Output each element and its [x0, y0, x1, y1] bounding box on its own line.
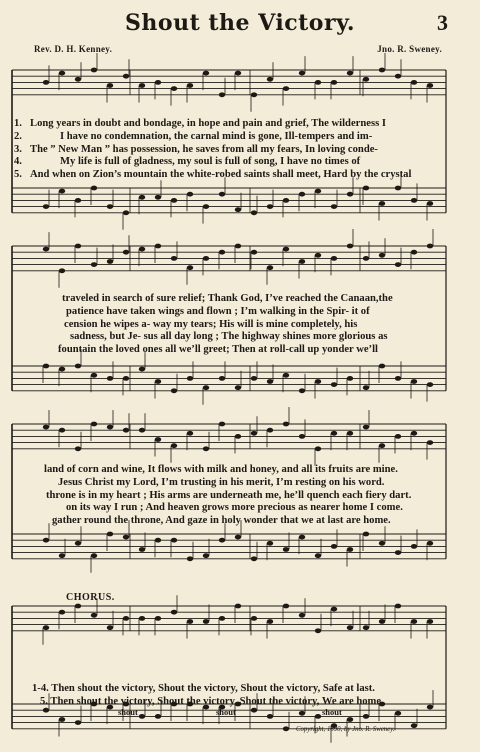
note-head	[347, 376, 353, 381]
note-head	[283, 422, 289, 427]
note-head	[107, 376, 113, 381]
note-head	[171, 538, 177, 543]
note-head	[171, 256, 177, 261]
verse-line: Jesus Christ my Lord, I’m trusting in his merit, I’m resting on his word.	[58, 476, 385, 488]
note-head	[59, 71, 65, 76]
verse-line: on its way I run ; And heaven grows more precious as nearer home I come.	[66, 502, 403, 514]
verse-line: 1. Long years in doubt and bondage, in hope and pain and grief, The wilderness I	[14, 118, 386, 129]
note-head	[315, 553, 321, 558]
note-head	[395, 604, 401, 609]
note-head	[43, 625, 49, 630]
note-head	[155, 538, 161, 543]
note-head	[139, 616, 145, 621]
note-head	[203, 385, 209, 390]
note-head	[331, 80, 337, 85]
chorus-lyrics	[32, 682, 384, 708]
note-head	[91, 613, 97, 618]
note-head	[363, 425, 369, 430]
note-head	[299, 388, 305, 393]
note-head	[251, 92, 257, 97]
note-head	[251, 708, 257, 713]
note-head	[219, 192, 225, 197]
note-head	[203, 619, 209, 624]
note-head	[203, 553, 209, 558]
note-head	[267, 714, 273, 719]
note-head	[123, 74, 129, 79]
note-head	[59, 428, 65, 433]
note-head	[219, 250, 225, 255]
note-head	[91, 186, 97, 191]
note-head	[427, 201, 433, 206]
verse-line: fountain the loved ones all we’ll greet; Then at roll-call up yonder we’ll	[58, 344, 378, 356]
note-head	[75, 364, 81, 369]
note-head	[171, 388, 177, 393]
note-head	[91, 422, 97, 427]
note-head	[411, 379, 417, 384]
shout-cue: shout	[216, 707, 236, 717]
note-head	[59, 610, 65, 615]
note-head	[363, 714, 369, 719]
note-head	[315, 253, 321, 258]
note-head	[347, 244, 353, 249]
note-head	[107, 83, 113, 88]
shout-cue: shout	[322, 707, 342, 717]
note-head	[219, 422, 225, 427]
note-head	[219, 538, 225, 543]
note-head	[427, 382, 433, 387]
note-head	[395, 550, 401, 555]
note-head	[331, 256, 337, 261]
note-head	[91, 373, 97, 378]
note-head	[75, 604, 81, 609]
note-head	[283, 547, 289, 552]
note-head	[187, 192, 193, 197]
note-head	[123, 250, 129, 255]
note-head	[315, 446, 321, 451]
note-head	[331, 382, 337, 387]
note-head	[139, 714, 145, 719]
note-head	[139, 247, 145, 252]
note-head	[155, 616, 161, 621]
note-head	[107, 425, 113, 430]
note-head	[299, 711, 305, 716]
lyricist-credit: Rev. D. H. Kenney.	[34, 44, 113, 54]
note-head	[43, 80, 49, 85]
note-head	[411, 544, 417, 549]
verse-line: 3. The ” New Man ” has possession, he saves from all my fears, In loving conde-	[14, 143, 378, 155]
note-head	[347, 71, 353, 76]
note-head	[43, 708, 49, 713]
note-head	[187, 619, 193, 624]
note-head	[123, 210, 129, 215]
note-head	[171, 86, 177, 91]
note-head	[235, 385, 241, 390]
note-head	[283, 373, 289, 378]
note-head	[315, 628, 321, 633]
note-head	[155, 80, 161, 85]
note-head	[139, 547, 145, 552]
note-head	[411, 80, 417, 85]
note-head	[155, 714, 161, 719]
note-head	[235, 535, 241, 540]
note-head	[315, 189, 321, 194]
verse-line: land of corn and wine, It flows with milk and honey, and all its fruits are mine.	[44, 464, 398, 475]
verse-line: gather round the throne, And gaze in holy wonder that we at last are home.	[52, 515, 391, 527]
note-head	[91, 68, 97, 73]
note-head	[43, 538, 49, 543]
verse-line: 5. And when on Zion’s mountain the white-robed saints shall meet, Hard by the crystal	[14, 169, 412, 181]
note-head	[59, 717, 65, 722]
note-head	[411, 431, 417, 436]
note-head	[379, 253, 385, 258]
verses-section-3	[40, 464, 470, 528]
note-head	[331, 204, 337, 209]
shout-cue: shout	[118, 707, 138, 717]
note-head	[187, 556, 193, 561]
note-head	[43, 364, 49, 369]
note-head	[155, 195, 161, 200]
note-head	[363, 186, 369, 191]
note-head	[315, 80, 321, 85]
note-head	[43, 425, 49, 430]
note-head	[91, 553, 97, 558]
note-head	[379, 201, 385, 206]
note-head	[123, 535, 129, 540]
note-head	[155, 437, 161, 442]
note-head	[155, 244, 161, 249]
note-head	[299, 71, 305, 76]
note-head	[219, 376, 225, 381]
note-head	[267, 204, 273, 209]
note-head	[427, 83, 433, 88]
note-head	[379, 68, 385, 73]
note-head	[107, 532, 113, 537]
note-head	[187, 265, 193, 270]
note-head	[139, 195, 145, 200]
note-head	[427, 619, 433, 624]
note-head	[395, 262, 401, 267]
note-head	[75, 244, 81, 249]
note-head	[283, 198, 289, 203]
note-head	[283, 726, 289, 731]
note-head	[203, 446, 209, 451]
note-head	[347, 547, 353, 552]
note-head	[75, 198, 81, 203]
verse-line: throne is in my heart ; His arms are underneath me, he’ll quench each fiery dart.	[46, 489, 412, 501]
note-head	[235, 604, 241, 609]
note-head	[411, 723, 417, 728]
chorus-line: 1-4. Then shout the victory, Shout the victory, Shout the victory, Safe at last.	[32, 683, 375, 694]
note-head	[267, 77, 273, 82]
note-head	[123, 428, 129, 433]
note-head	[379, 364, 385, 369]
note-head	[251, 250, 257, 255]
note-head	[187, 83, 193, 88]
note-head	[363, 385, 369, 390]
note-head	[59, 553, 65, 558]
note-head	[331, 431, 337, 436]
note-head	[139, 367, 145, 372]
note-head	[331, 607, 337, 612]
note-head	[267, 265, 273, 270]
note-head	[379, 619, 385, 624]
note-head	[59, 189, 65, 194]
note-head	[379, 443, 385, 448]
note-head	[171, 610, 177, 615]
note-head	[411, 198, 417, 203]
note-head	[91, 262, 97, 267]
note-head	[75, 720, 81, 725]
note-head	[123, 376, 129, 381]
note-head	[363, 77, 369, 82]
note-head	[411, 250, 417, 255]
note-head	[107, 625, 113, 630]
verse-line: patience have taken wings and flown ; I’m walking in the Spir- it of	[66, 305, 370, 317]
note-head	[427, 705, 433, 710]
note-head	[203, 204, 209, 209]
hymn-title: Shout the Victory.	[125, 10, 355, 36]
note-head	[203, 71, 209, 76]
note-head	[299, 259, 305, 264]
note-head	[267, 541, 273, 546]
note-head	[203, 256, 209, 261]
note-head	[43, 204, 49, 209]
note-head	[59, 367, 65, 372]
note-head	[299, 192, 305, 197]
note-head	[251, 616, 257, 621]
chorus-label: CHORUS.	[66, 592, 115, 603]
verse-line: traveled in search of sure relief; Thank God, I’ve reached the Canaan,the	[62, 293, 393, 304]
note-head	[395, 186, 401, 191]
page-number: 3	[437, 10, 448, 35]
note-head	[299, 613, 305, 618]
note-head	[235, 207, 241, 212]
note-head	[139, 428, 145, 433]
note-head	[347, 431, 353, 436]
note-head	[235, 71, 241, 76]
verse-line: sadness, but Je- sus all day long ; The highway shines more glorious as	[70, 331, 388, 343]
note-head	[75, 446, 81, 451]
note-head	[75, 77, 81, 82]
note-head	[347, 717, 353, 722]
copyright-notice: Copyright, 1890, by Jno. R. Sweney.	[296, 726, 395, 733]
note-head	[267, 379, 273, 384]
note-head	[299, 434, 305, 439]
note-head	[299, 535, 305, 540]
note-head	[347, 625, 353, 630]
note-head	[235, 434, 241, 439]
note-head	[427, 541, 433, 546]
note-head	[43, 247, 49, 252]
note-head	[171, 443, 177, 448]
note-head	[251, 210, 257, 215]
note-head	[219, 616, 225, 621]
note-head	[107, 259, 113, 264]
note-head	[283, 86, 289, 91]
note-head	[427, 440, 433, 445]
note-head	[315, 379, 321, 384]
note-head	[283, 247, 289, 252]
note-head	[139, 83, 145, 88]
verse-line: 4. My life is full of gladness, my soul is full of song, I have no times of	[14, 156, 361, 168]
note-head	[427, 244, 433, 249]
note-head	[283, 604, 289, 609]
note-head	[187, 431, 193, 436]
note-head	[251, 431, 257, 436]
note-head	[155, 379, 161, 384]
verses-section-2	[58, 293, 468, 357]
note-head	[395, 376, 401, 381]
verse-line: 2. I have no condemnation, the carnal mind is gone, Ill-tempers and im-	[14, 130, 373, 142]
composer-credit: Jno. R. Sweney.	[377, 44, 442, 54]
note-head	[363, 532, 369, 537]
note-head	[395, 711, 401, 716]
note-head	[59, 268, 65, 273]
note-head	[363, 625, 369, 630]
note-head	[251, 556, 257, 561]
note-head	[107, 204, 113, 209]
note-head	[363, 256, 369, 261]
note-head	[395, 434, 401, 439]
note-head	[251, 376, 257, 381]
note-head	[235, 244, 241, 249]
note-head	[347, 192, 353, 197]
verse-line: cension he wipes a- way my tears; His will is mine completely, his	[64, 318, 358, 330]
note-head	[379, 541, 385, 546]
note-head	[171, 198, 177, 203]
note-head	[187, 376, 193, 381]
note-head	[75, 541, 81, 546]
note-head	[267, 428, 273, 433]
note-head	[123, 616, 129, 621]
note-head	[395, 74, 401, 79]
note-head	[411, 619, 417, 624]
chorus-line: 5. Then shout the victory, Shout the victory, Shout the victory, We are home.	[40, 696, 384, 707]
note-head	[219, 92, 225, 97]
verses-section-1	[14, 118, 454, 182]
note-head	[331, 544, 337, 549]
note-head	[315, 714, 321, 719]
note-head	[267, 619, 273, 624]
